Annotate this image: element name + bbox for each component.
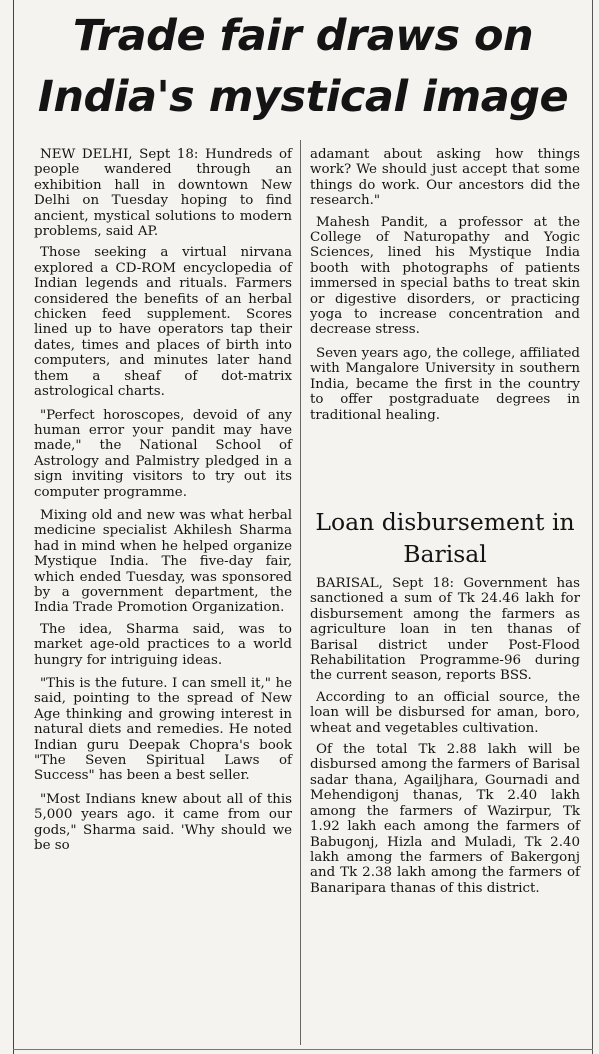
- left-border-rule: [13, 0, 14, 1054]
- brief-headline: Loan disbursement in Barisal: [315, 508, 575, 568]
- column-divider: [300, 140, 301, 1045]
- article-column-right: [310, 147, 580, 423]
- bottom-border-rule: [13, 1049, 593, 1050]
- brief-paragraph-3: Of the total Tk 2.88 lakh will be disbursed among the farmers of Barisal sadar thana, Agailjhara, Gournadi and Mehendigonj thanas, Tk 2.40 lakh among the farmers of Wazirpur, Tk 1.92 lakh each among the farmers of Babugonj, Hizla and Muladi, Tk 2.40 lakh among the farmers of Bakergonj and Tk 2.38 lakh among the farmers of Banaripara thanas of this district.: [310, 742, 580, 896]
- brief-paragraph-1: BARISAL, Sept 18: Government has sanctioned a sum of Tk 24.46 lakh for disbursement among the farmers as agriculture loan in ten thanas of Barisal district under Post-Flood Rehabilitation Programme-96 during the current season, reports BSS.: [310, 576, 580, 684]
- article-paragraph-7: "Most Indians knew about all of this 5,000 years ago. it came from our gods," Sharma said. 'Why should we be so: [34, 791, 292, 854]
- brief-paragraph-2: According to an official source, the loan will be disbursed for aman, boro, wheat and vegetables cultivation.: [310, 689, 580, 736]
- article-paragraph-text: Hundreds of people wandered through an exhibition hall in downtown New Delhi on Tuesday hoping to find ancient, mystical solutions to modern problems, said AP.: [34, 147, 292, 240]
- article-dateline: NEW DELHI, Sept 18:: [40, 147, 199, 162]
- article-continuation-1: adamant about asking how things work? We should just accept that some things do work. Our ancestors did the research.": [310, 147, 580, 209]
- article-paragraph-5: The idea, Sharma said, was to market age-old practices to a world hungry for intriguing ideas.: [34, 621, 292, 668]
- right-border-rule: [592, 0, 593, 1054]
- brief-column: [310, 576, 580, 896]
- article-paragraph-3: "Perfect horoscopes, devoid of any human error your pandit may have made," the National School of Astrology and Palmistry pledged in a sign inviting visitors to try out its computer programme.: [34, 407, 292, 500]
- article-paragraph-2: Those seeking a virtual nirvana explored a CD-ROM encyclopedia of Indian legends and rituals. Farmers considered the benefits of an herbal chicken feed supplement. Scores lined up to have operators tap their dates, times and places of birth into computers, and minutes later hand them a sheaf of dot-matrix astrological charts.: [34, 245, 292, 400]
- article-continuation-3: Seven years ago, the college, affiliated with Mangalore University in southern India, became the first in the country to offer postgraduate degrees in traditional healing.: [310, 345, 580, 423]
- article-column-left: [34, 147, 292, 853]
- article-headline: Trade fair draws on India's mystical image: [37, 11, 569, 122]
- article-paragraph-6: "This is the future. I can smell it," he said, pointing to the spread of New Age thinking and growing interest in natural diets and remedies. He noted Indian guru Deepak Chopra's book "The Seven Spiritual Laws of Success" has been a best seller.: [34, 676, 292, 784]
- article-paragraph-4: Mixing old and new was what herbal medicine specialist Akhilesh Sharma had in mind when he helped organize Mystique India. The five-day fair, which ended Tuesday, was sponsored by a government department, the India Trade Promotion Organization.: [34, 507, 292, 616]
- article-continuation-2: Mahesh Pandit, a professor at the College of Naturopathy and Yogic Sciences, lined his Mystique India booth with photographs of patients immersed in special baths to treat skin or digestive disorders, or practicing yoga to increase concentration and decrease stress.: [310, 214, 580, 338]
- article-paragraph-1: [34, 147, 292, 239]
